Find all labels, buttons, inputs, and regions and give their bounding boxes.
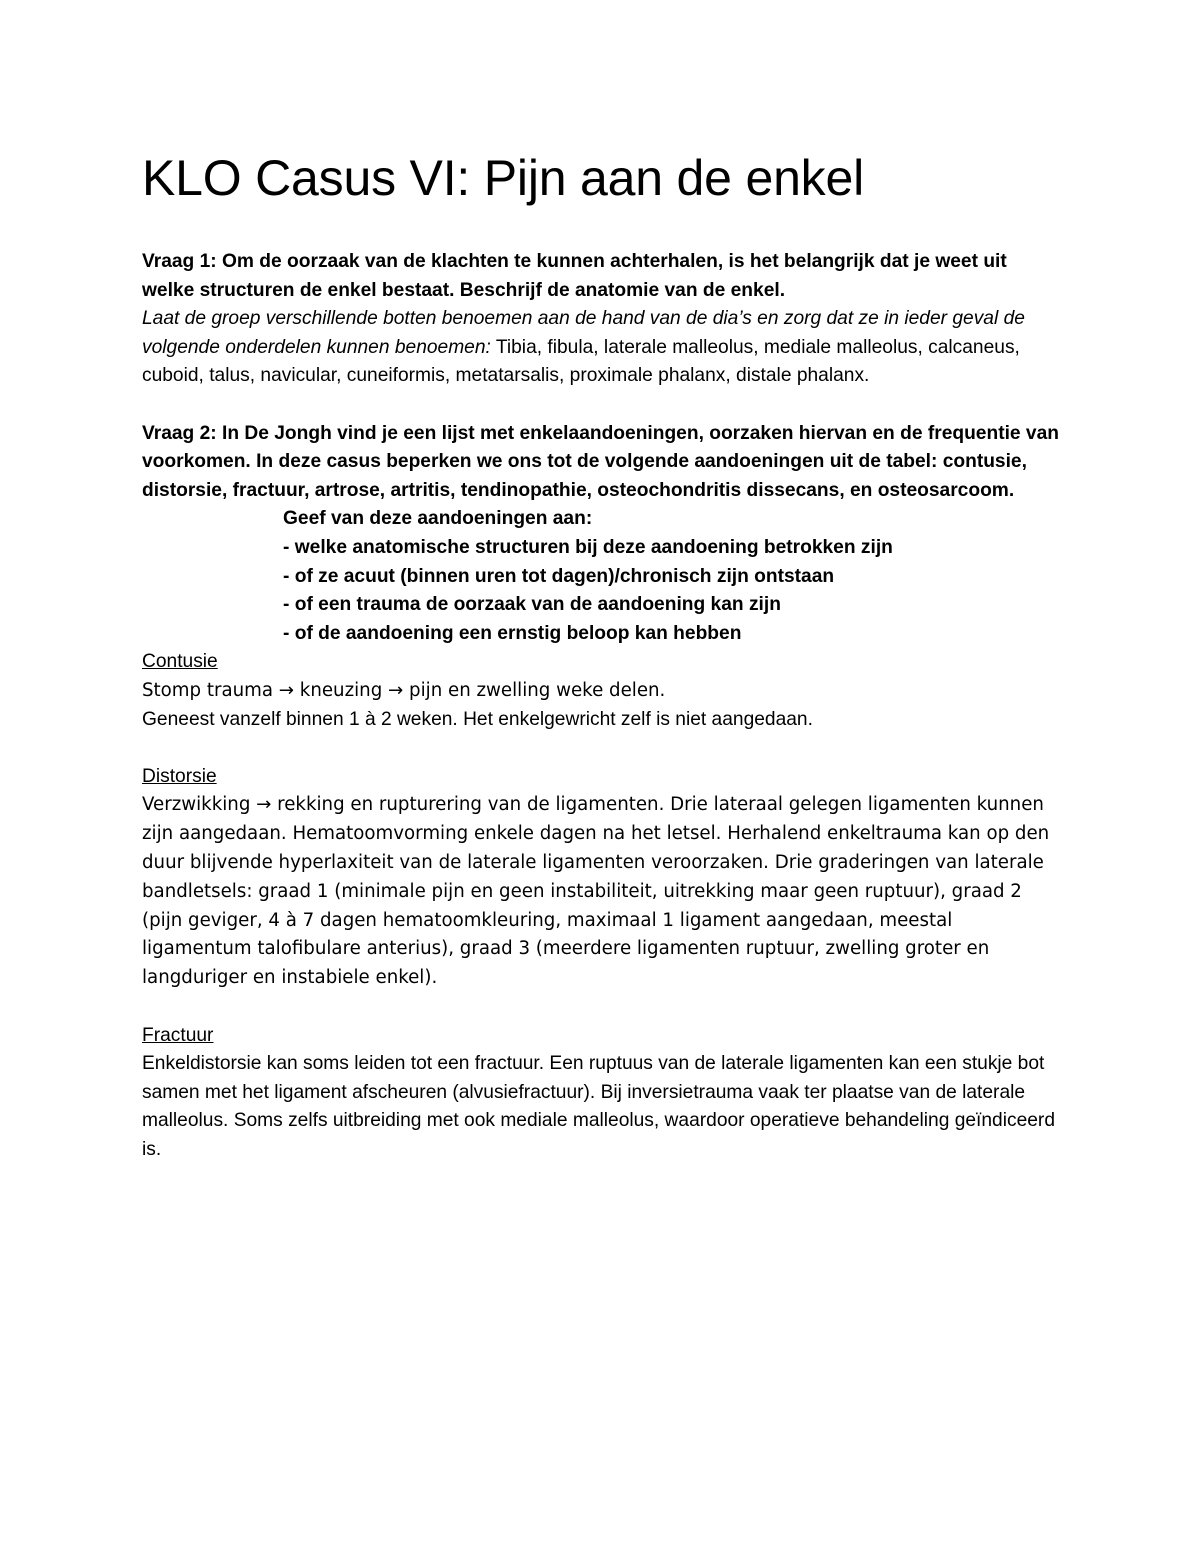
- document-page: [142, 140, 1062, 1165]
- question-2-sublist-item: - welke anatomische structuren bij deze aandoening betrokken zijn: [283, 536, 893, 558]
- distorsie-text: Verzwikking → rekking en rupturering van de ligamenten. Drie lateraal gelegen ligamenten kunnen zijn aangedaan. Hematoomvorming enkele dagen na het letsel. Herhalend enkeltrauma kan op den duur blijvende hyperlaxiteit van de laterale ligamenten veroorzaken. Drie graderingen van laterale bandletsels: graad 1 (minimale pijn en geen instabiliteit, uitrekking maar geen ruptuur), graad 2 (pijn geviger, 4 à 7 dagen hematoomkleuring, maximaal 1 ligament aangedaan, meestal ligamentum talofibulare anterius), graad 3 (meerdere ligamenten ruptuur, zwelling groter en langduriger en instabiele enkel).: [142, 794, 1050, 989]
- question-2-sublist-item: - of een trauma de oorzaak van de aandoening kan zijn: [283, 594, 781, 616]
- spacer: [142, 391, 1062, 420]
- question-1-answer-text: Tibia, fibula, laterale malleolus, mediale malleolus, calcaneus, cuboid, talus, navicular, cuneiformis, metatarsalis, proximale phalanx, distale phalanx.: [142, 336, 1020, 387]
- question-2-text: Vraag 2: In De Jongh vind je een lijst met enkelaandoeningen, oorzaken hiervan en de frequentie van voorkomen. In deze casus beperken we ons tot de volgende aandoeningen uit de tabel: contusie, distorsie, fractuur, artrose, artritis, tendinopathie, osteochondritis dissecans, en osteosarcoom.: [142, 422, 1059, 501]
- distorsie-heading: Distorsie: [142, 765, 217, 787]
- contusie-line-2: Geneest vanzelf binnen 1 à 2 weken. Het enkelgewricht zelf is niet aangedaan.: [142, 708, 813, 730]
- question-2-sublist: [283, 505, 1062, 648]
- distorsie-section: [142, 763, 1062, 993]
- fractuur-section: [142, 1022, 1062, 1165]
- question-1-answer: [142, 305, 1062, 391]
- question-1-instruction: Laat de groep verschillende botten benoemen aan de hand van de dia’s en zorg dat ze in ieder geval de volgende onderdelen kunnen benoemen:: [142, 308, 1025, 358]
- contusie-line-1: Stomp trauma → kneuzing → pijn en zwelling weke delen.: [142, 679, 666, 701]
- fractuur-text: Enkeldistorsie kan soms leiden tot een fractuur. Een ruptuus van de laterale ligamenten kan een stukje bot samen met het ligament afscheuren (alvusiefractuur). Bij inversietrauma vaak ter plaatse van de laterale malleolus. Soms zelfs uitbreiding met ook mediale malleolus, waardoor operatieve behandeling geïndiceerd is.: [142, 1053, 1055, 1161]
- contusie-section: [142, 648, 1062, 734]
- document-title: KLO Casus VI: Pijn aan de enkel: [142, 150, 864, 206]
- question-1-section: [142, 248, 1062, 391]
- contusie-heading: Contusie: [142, 651, 218, 673]
- question-2-sublist-item: - of de aandoening een ernstig beloop kan hebben: [283, 622, 742, 644]
- question-1-text: Vraag 1: Om de oorzaak van de klachten te kunnen achterhalen, is het belangrijk dat je weet uit welke structuren de enkel bestaat. Beschrijf de anatomie van de enkel.: [142, 251, 1007, 301]
- question-2-sublist-intro: Geef van deze aandoeningen aan:: [283, 508, 593, 530]
- question-2-section: [142, 420, 1062, 649]
- question-2-sublist-item: - of ze acuut (binnen uren tot dagen)/chronisch zijn ontstaan: [283, 565, 835, 587]
- spacer: [142, 734, 1062, 763]
- fractuur-heading: Fractuur: [142, 1024, 214, 1046]
- spacer: [142, 993, 1062, 1022]
